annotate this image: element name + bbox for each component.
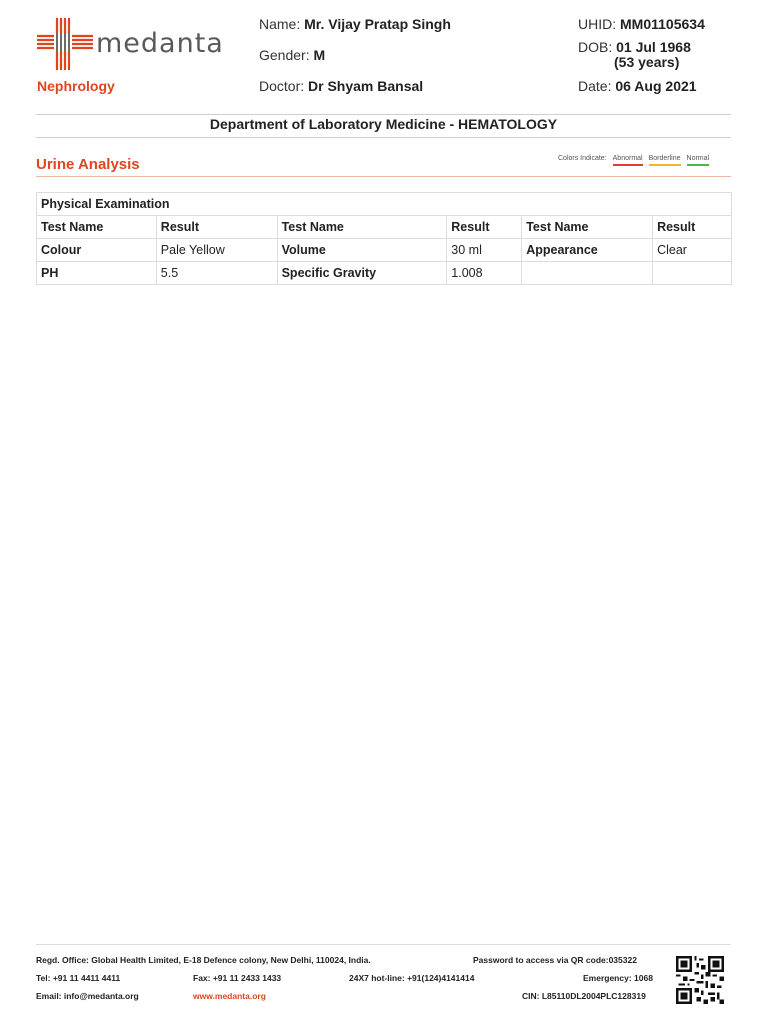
physical-examination-table xyxy=(36,192,732,285)
gender-value: M xyxy=(313,47,326,63)
dob-label: DOB: xyxy=(578,39,613,55)
test-name-cell: PH xyxy=(37,262,157,285)
uhid-label: UHID: xyxy=(578,16,617,32)
legend-normal: Normal xyxy=(687,155,710,166)
test-name-cell: Specific Gravity xyxy=(277,262,447,285)
footer-office: Regd. Office: Global Health Limited, E-18 Defence colony, New Delhi, 110024, India. xyxy=(36,955,371,965)
patient-dob xyxy=(578,40,691,70)
table-caption: Physical Examination xyxy=(37,193,732,216)
age-value: (53 years) xyxy=(614,54,680,70)
footer-password: Password to access via QR code:035322 xyxy=(473,955,637,965)
test-name-cell xyxy=(522,262,653,285)
table-row xyxy=(37,262,732,285)
doctor-label: Doctor: xyxy=(259,78,305,94)
result-cell: Clear xyxy=(653,239,732,262)
result-cell: 5.5 xyxy=(156,262,277,285)
legend-abnormal: Abnormal xyxy=(613,155,643,166)
result-cell: 1.008 xyxy=(447,262,522,285)
footer-divider xyxy=(36,944,731,945)
date-value: 06 Aug 2021 xyxy=(615,78,697,94)
footer-cin: CIN: L85110DL2004PLC128319 xyxy=(522,991,646,1001)
test-title-underline xyxy=(36,176,731,177)
patient-name xyxy=(259,16,451,32)
test-title: Urine Analysis xyxy=(36,156,140,173)
header-divider-top xyxy=(36,114,731,115)
department-name: Nephrology xyxy=(37,78,115,94)
uhid-value: MM01105634 xyxy=(620,16,705,32)
name-value: Mr. Vijay Pratap Singh xyxy=(304,16,451,32)
header-cell: Test Name xyxy=(522,216,653,239)
test-name-cell: Volume xyxy=(277,239,447,262)
footer-emergency: Emergency: 1068 xyxy=(583,973,653,983)
test-name-cell: Appearance xyxy=(522,239,653,262)
result-cell: Pale Yellow xyxy=(156,239,277,262)
legend-borderline: Borderline xyxy=(649,155,681,166)
section-title: Department of Laboratory Medicine - HEMATOLOGY xyxy=(209,116,558,132)
footer-hotline: 24X7 hot-line: +91(124)4141414 xyxy=(349,973,475,983)
report-date xyxy=(578,78,697,94)
header-cell: Result xyxy=(447,216,522,239)
result-cell: 30 ml xyxy=(447,239,522,262)
footer-tel: Tel: +91 11 4411 4411 xyxy=(36,973,121,983)
header-divider-bottom xyxy=(36,137,731,138)
doctor-value: Dr Shyam Bansal xyxy=(308,78,424,94)
result-cell xyxy=(653,262,732,285)
header-cell: Result xyxy=(156,216,277,239)
footer-website-link[interactable]: www.medanta.org xyxy=(193,991,266,1001)
patient-gender xyxy=(259,47,325,63)
footer-fax: Fax: +91 11 2433 1433 xyxy=(193,973,282,983)
date-label: Date: xyxy=(578,78,612,94)
table-row xyxy=(37,239,732,262)
table-header-row xyxy=(37,216,732,239)
patient-doctor xyxy=(259,78,423,94)
test-name-cell: Colour xyxy=(37,239,157,262)
qr-code-icon xyxy=(676,956,724,1004)
patient-uhid xyxy=(578,16,705,32)
color-legend xyxy=(558,155,709,166)
table-caption-row xyxy=(37,193,732,216)
footer-email: Email: info@medanta.org xyxy=(36,991,139,1001)
legend-label: Colors Indicate: xyxy=(558,155,607,162)
header-cell: Test Name xyxy=(277,216,447,239)
gender-label: Gender: xyxy=(259,47,310,63)
header-cell: Result xyxy=(653,216,732,239)
header-cell: Test Name xyxy=(37,216,157,239)
dob-value: 01 Jul 1968 xyxy=(616,39,691,55)
name-label: Name: xyxy=(259,16,301,32)
logo-wordmark: medanta xyxy=(96,28,224,59)
